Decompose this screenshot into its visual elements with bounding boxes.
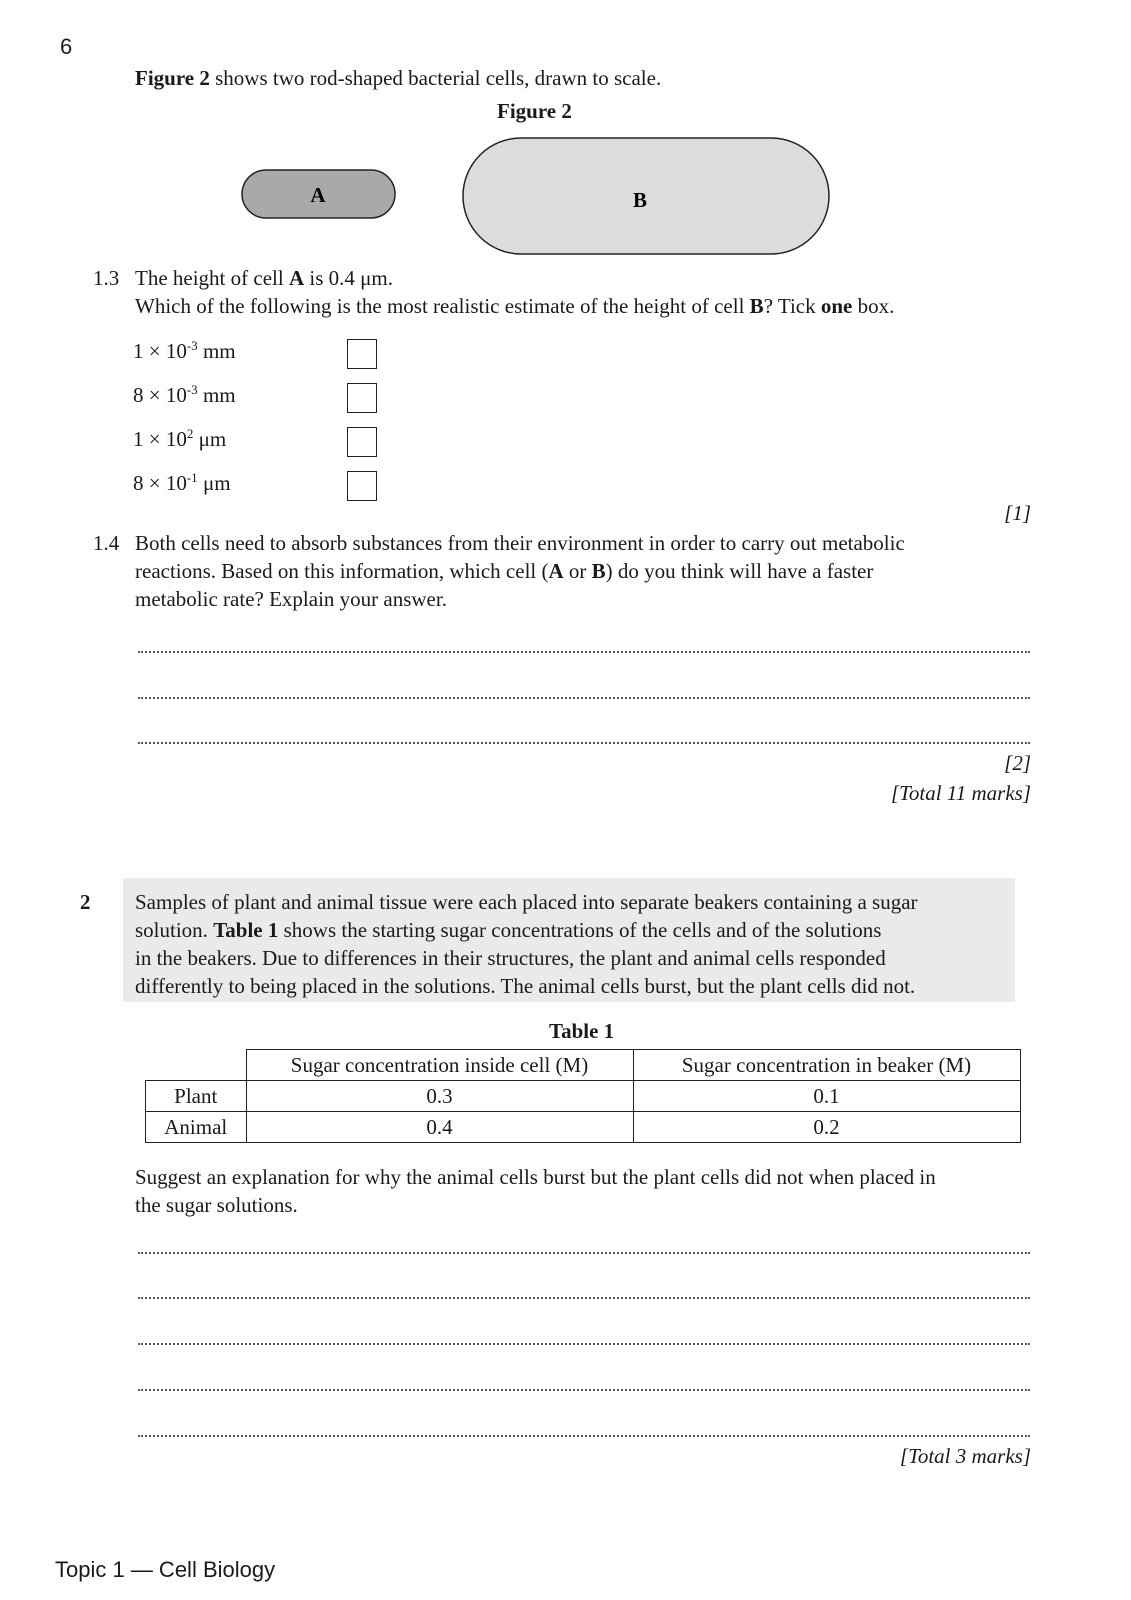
option-1-label [133, 338, 236, 365]
option-3-mantissa: 1 × 10 [133, 427, 187, 451]
q1-3-marks: [1] [1004, 501, 1031, 525]
q1-3-line2 [135, 293, 894, 320]
option-2-mantissa: 8 × 10 [133, 383, 187, 407]
q1-3-line2-end: box. [852, 294, 895, 318]
option-3-unit: μm [193, 427, 227, 451]
answer-line-2-e[interactable] [138, 1435, 1030, 1437]
option-4-exponent: -1 [186, 470, 198, 485]
answer-line-2-c[interactable] [138, 1343, 1030, 1345]
option-4-unit: μm [197, 471, 231, 495]
q2-intro-4: differently to being placed in the solutions. The animal cells burst, but the plant cells did not. [135, 974, 916, 998]
answer-line-1-4-c[interactable] [138, 742, 1030, 744]
option-2-unit: mm [197, 383, 236, 407]
q1-3-cell-b-ref: B [749, 294, 764, 318]
answer-line-1-4-b[interactable] [138, 697, 1030, 699]
q1-3-one: one [820, 294, 853, 318]
table-cell-inside: 0.3 [246, 1081, 633, 1112]
option-1-mantissa: 1 × 10 [133, 339, 187, 363]
q1-4-line1: Both cells need to absorb substances from their environment in order to carry out metabolic [135, 531, 905, 555]
answer-line-2-a[interactable] [138, 1252, 1030, 1254]
q2-question-2: the sugar solutions. [135, 1193, 298, 1217]
answer-line-1-4-a[interactable] [138, 651, 1030, 653]
table-header-inside: Sugar concentration inside cell (M) [246, 1050, 633, 1081]
option-3-label [133, 426, 226, 453]
table-row [146, 1081, 1021, 1112]
option-2-exponent: -3 [186, 382, 198, 397]
answer-line-2-d[interactable] [138, 1389, 1030, 1391]
table-caption: Table 1 [549, 1019, 615, 1043]
table-1 [145, 1049, 1021, 1143]
q1-4-line2-end: ) do you think will have a faster [605, 559, 874, 583]
option-4-tickbox[interactable] [347, 471, 377, 501]
q1-3-line1 [135, 265, 393, 292]
figure-caption: Figure 2 [497, 99, 572, 123]
answer-line-2-b[interactable] [138, 1297, 1030, 1299]
q2-intro-2 [135, 917, 881, 944]
option-3-tickbox[interactable] [347, 427, 377, 457]
table-corner-cell [146, 1050, 247, 1081]
table-row [146, 1112, 1021, 1143]
q2-intro-2-end: shows the starting sugar concentrations of the cells and of the solutions [278, 918, 882, 942]
option-4-mantissa: 8 × 10 [133, 471, 187, 495]
q2-question-1: Suggest an explanation for why the animal cells burst but the plant cells did not when placed in [135, 1165, 936, 1189]
q1-4-line2 [135, 558, 873, 585]
table-header-row [146, 1050, 1021, 1081]
q2-number: 2 [80, 890, 91, 914]
figure-intro-text: shows two rod-shaped bacterial cells, drawn to scale. [209, 66, 662, 90]
q1-4-marks: [2] [1004, 751, 1031, 775]
cell-a-label: A [310, 183, 326, 207]
q1-3-line2-text: Which of the following is the most realistic estimate of the height of cell [135, 294, 750, 318]
option-2-tickbox[interactable] [347, 383, 377, 413]
option-1-exponent: -3 [186, 338, 198, 353]
figure-2-diagram [0, 0, 1131, 270]
q1-3-cell-a-ref: A [288, 266, 305, 290]
q2-table-ref: Table 1 [213, 918, 279, 942]
q2-intro-1: Samples of plant and animal tissue were each placed into separate beakers containing a sugar [135, 890, 918, 914]
figure-ref: Figure 2 [135, 66, 210, 90]
table-cell-beaker: 0.1 [633, 1081, 1020, 1112]
option-4-label [133, 470, 231, 497]
cell-b-label: B [632, 188, 648, 212]
q1-4-line3: metabolic rate? Explain your answer. [135, 587, 447, 611]
table-cell-beaker: 0.2 [633, 1112, 1020, 1143]
q1-4-cell-b-ref: B [591, 559, 606, 583]
q1-3-number: 1.3 [93, 266, 120, 290]
option-1-tickbox[interactable] [347, 339, 377, 369]
option-3-exponent: 2 [186, 426, 194, 441]
q1-3-line2-tick: ? Tick [763, 294, 821, 318]
table-cell-inside: 0.4 [246, 1112, 633, 1143]
page-number: 6 [60, 34, 73, 59]
table-header-beaker: Sugar concentration in beaker (M) [633, 1050, 1020, 1081]
q2-total-marks: [Total 3 marks] [899, 1444, 1031, 1468]
q1-4-or: or [563, 559, 592, 583]
q2-intro-3: in the beakers. Due to differences in their structures, the plant and animal cells responded [135, 946, 886, 970]
option-1-unit: mm [197, 339, 236, 363]
q1-3-line1-text: The height of cell [135, 266, 289, 290]
table-row-label: Animal [146, 1112, 247, 1143]
q1-4-line2-text: reactions. Based on this information, which cell ( [135, 559, 549, 583]
q1-4-number: 1.4 [93, 531, 120, 555]
footer-topic: Topic 1 — Cell Biology [55, 1557, 276, 1582]
q1-3-line1-end: is 0.4 μm. [304, 266, 393, 290]
option-2-label [133, 382, 236, 409]
q2-intro-2-start: solution. [135, 918, 214, 942]
table-row-label: Plant [146, 1081, 247, 1112]
q1-4-cell-a-ref: A [548, 559, 564, 583]
q1-total-marks: [Total 11 marks] [890, 781, 1031, 805]
